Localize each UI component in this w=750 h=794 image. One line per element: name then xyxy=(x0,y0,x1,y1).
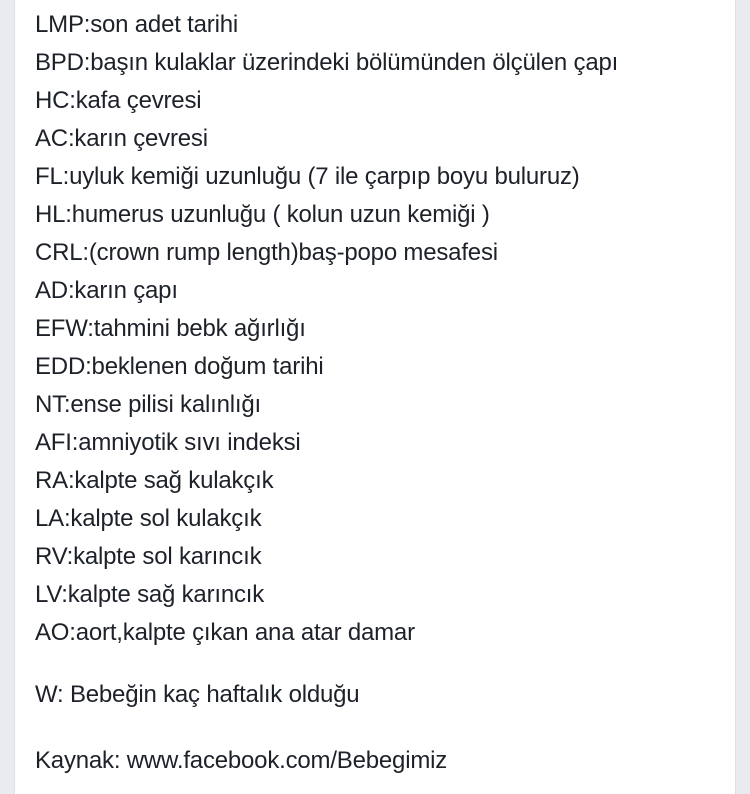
paragraph-spacer xyxy=(35,652,725,676)
definition-ra: RA:kalpte sağ kulakçık xyxy=(35,467,274,494)
definition-efw: EFW:tahmini bebk ağırlığı xyxy=(35,315,306,342)
definition-edd: EDD:beklenen doğum tarihi xyxy=(35,353,324,380)
definition-nt: NT:ense pilisi kalınlığı xyxy=(35,391,261,418)
paragraph-spacer xyxy=(35,714,725,742)
definition-la: LA:kalpte sol kulakçık xyxy=(35,505,262,532)
source-line: Kaynak: www.facebook.com/Bebegimiz xyxy=(35,747,448,774)
definition-ad: AD:karın çapı xyxy=(35,277,178,304)
definition-ao: AO:aort,kalpte çıkan ana atar damar xyxy=(35,619,415,646)
post-text xyxy=(35,6,725,780)
definition-rv: RV:kalpte sol karıncık xyxy=(35,543,262,570)
week-note: W: Bebeğin kaç haftalık olduğu xyxy=(35,681,360,708)
definition-hl: HL:humerus uzunluğu ( kolun uzun kemiği ) xyxy=(35,201,490,228)
definition-hc: HC:kafa çevresi xyxy=(35,87,202,114)
definition-lmp: LMP:son adet tarihi xyxy=(35,11,238,38)
definition-fl: FL:uyluk kemiği uzunluğu (7 ile çarpıp boyu buluruz) xyxy=(35,163,580,190)
definition-ac: AC:karın çevresi xyxy=(35,125,208,152)
post-card xyxy=(14,0,736,794)
definition-afi: AFI:amniyotik sıvı indeksi xyxy=(35,429,301,456)
definition-crl: CRL:(crown rump length)baş-popo mesafesi xyxy=(35,239,498,266)
definition-lv: LV:kalpte sağ karıncık xyxy=(35,581,265,608)
definition-bpd: BPD:başın kulaklar üzerindeki bölümünden ölçülen çapı xyxy=(35,49,619,76)
